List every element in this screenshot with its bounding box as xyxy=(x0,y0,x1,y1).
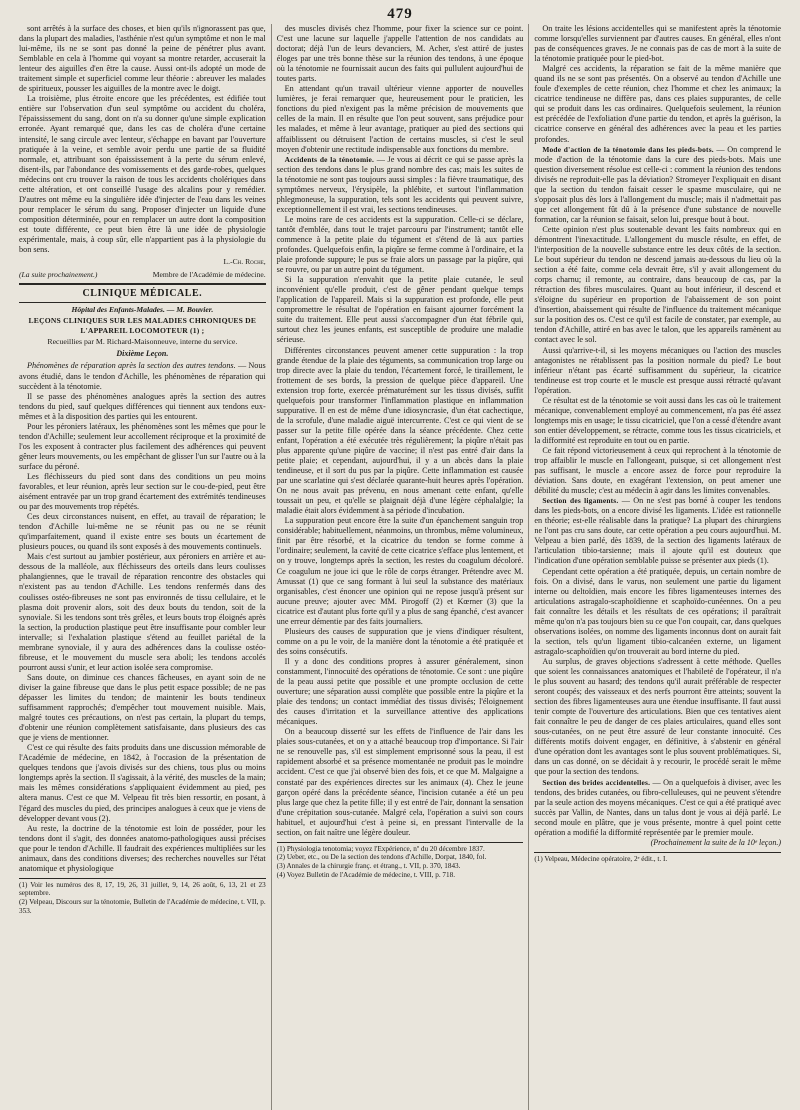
lead-paragraph xyxy=(19,361,266,391)
paragraph xyxy=(534,145,781,225)
paragraph: Il se passe des phénomènes analogues après la section des autres tendons du pied, sauf quelques différences qui tiennent aux tendons eux-mêmes et à la disposition des parties qui les entourent. xyxy=(19,391,266,421)
paragraph: Pour les péroniers latéraux, les phénomènes sont les mêmes que pour le tendon d'Achille; seulement leur accollement réciproque et la proximité de l'os les exposent à contracter plus facilement des adhérences qui peuvent gêner leurs mouvements, ou les empêchant de glisser l'un sur l'autre ou à la surface du péroné. xyxy=(19,421,266,471)
hospital-heading: Hôpital des Enfants-Malades. — M. Bouvier. xyxy=(71,305,214,315)
columns xyxy=(14,24,786,1110)
footnotes xyxy=(534,852,781,864)
column-1 xyxy=(14,24,271,1110)
paragraph-text: — On ne s'est pas borné à couper les tendons dans les pieds-bots, on a encore divisé les ligaments. L'idée est rationnelle en théorie; est-elle réalisable dans la pratique? La plupart des chirurgiens ne l'ont pas cru sans doute, car cette opération a peu cours aujourd'hui. M. Velpeau a bien parlé, dès 1839, de la section des ligaments latéraux de l'articulation tibio-tarsienne; mais il ajoute qu'il est douteux que l'indication d'une opération semblable puisse se présenter aux pieds (1). xyxy=(534,496,782,566)
paragraph: Mais c'est surtout au jambier postérieur, aux péroniers en arrière et au-dessous de la malléole, aux fléchisseurs des orteils dans leurs coulisses phalangiennes, que le travail de réparation rencontre des obstacles qui n'existent pas au tendon d'Achille. Les tendons renfermés dans des coulisses ostéo-fibreuses ne sont pas environnés de tissu cellulaire, et le plasma doit provenir alors, soit des deux bouts du tendon, soit de la synoviale. Si les tendons sont très grêles, et leurs bouts trop éloignés après la section, la production plastique peut être insuffisante pour combler leur intervalle; si l'exhalation plastique s'étend au feuillet pariétal de la membrane synoviale, il y aura des adhérences dans la coulisse ostéo-fibreuse, et le mouvement du muscle sera aboli; les tendons accolés pourront aussi s'unir, et leur action isolée sera compromise. xyxy=(19,552,266,672)
paragraph: On traite les lésions accidentelles qui se manifestent après la ténotomie comme lorsqu'elles surviennent par d'autres causes. En général, elles n'ont pas de conséquences graves. Je ne connais pas de cas de mort à la suite de la ténotomie pratiquée pour le pied-bot. xyxy=(534,24,782,64)
paragraph xyxy=(277,155,524,215)
paragraph: Différentes circonstances peuvent amener cette suppuration : la trop grande étendue de la plaie des téguments, sa communication trop large ou trop directe avec la plaie du tendon, l'écartement forcé, le tiraillement, le frottement de ses bords, la pression de quelque pièce d'appareil. Une extension trop forte, exercée prématurément sur les tissus divisés, suffit quelquefois pour transformer l'inflammation plastique en inflammation suppurative. Il en est de même d'une idiosyncrasie, d'un état cachectique, de la scrofule, d'une maladie aiguë intercurrente. C'est ce qui vient de se passer sur la petite fille opérée dans la séance précédente. Chez cette enfant, l'opération a été exécutée très régulièrement; la piqûre n'était pas plus apparente qu'une piqûre de vaccine; il n'est pas entré d'air dans la petite plaie; et cependant, aujourd'hui, il y a un abcès dans la plaie tendineuse, et il sort du pus par la piqûre. Cette inflammation est causée par une scarlatine qui s'est déclarée quarante-huit heures après l'opération. On ne nous avait pas prévenu, en nous amenant cette enfant, qu'elle toussait un peu, et qu'elle se plaignait déjà d'une légère céphalalgie; la maladie était alors évidemment à sa période d'incubation. xyxy=(276,345,524,516)
footnote: (4) Voyez Bulletin de l'Académie de médecine, t. VIII, p. 718. xyxy=(276,870,456,879)
paragraph: On a beaucoup disserté sur les effets de l'influence de l'air dans les plaies sous-cutanées, et on y a attaché beaucoup trop d'importance. Si l'air ne se renouvelle pas, s'il est simplement emprisonné sous la peau, il est rapidement absorbé et sa présence momentanée ne produit pas le moindre accident. C'est ce que j'ai observé bien des fois, et ce que M. Malgaigne a constaté par des expériences directes sur les animaux (4). Chez le jeune garçon opéré dans la précédente séance, l'incision cutanée a été un peu plus large que chez la petite fille; il y est entré de l'air, donnant la sensation d'une crépitation sous-cutanée. Malgré cela, l'opération a suivi son cours habituel, et aujourd'hui c'est à peine si, en pressant l'intervalle de la section, on fait naître une légère douleur. xyxy=(276,727,524,837)
author-title: Membre de l'Académie de médecine. xyxy=(152,270,266,280)
footnote: (1) Physiologia tenotomia; voyez l'Expérience, nº du 20 décembre 1837. xyxy=(276,844,485,853)
lead-text: — Nous avons étudié, dans le tendon d'Achille, les phénomènes de réparation qui succèdent à la ténotomie. xyxy=(19,361,266,391)
runin-heading: Accidents de la ténotomie. xyxy=(284,154,375,164)
paragraph: Ce résultat est de la ténotomie se voit aussi dans les cas où le traitement mécanique, convenablement employé au commencement, n'a pas été assez longtemps mis en usage; le tissu cicatriciel, que l'on a cessé d'étendre avant son entier développement, se rétracte, comme tous les tissus cicatriciels, et la difformité est reproduite en tout ou en partie. xyxy=(534,395,782,445)
paragraph: C'est ce qui résulte des faits produits dans une discussion mémorable de l'Académie de médecine, en 1842, à l'occasion de la présentation de quelques tendons que j'avois divisés sur des chiens, tous plus ou moins longtemps après la section. Il s'agissait, à la vérité, des muscles de la main; mais les mêmes considérations s'appliquaient évidemment au pied, pes altera manus. C'est ce que M. Velpeau fit très bien ressortir, en posant, à l'égard des muscles du pied, des principes analogues à ceux que je viens de développer devant vous (2). xyxy=(19,743,266,823)
paragraph: sont arrêtés à la surface des choses, et bien qu'ils n'ignorassent pas que, dans la plupart des maladies, l'asthénie n'est qu'un symptôme et non le mal lui-même, ils ne se sont pas donné la peine de pénétrer plus avant. Semblable en cela à l'homme qui voyant sa montre retarder, accuserait la lenteur des aiguilles d'en être la cause. Aussi ont-ils adopté un mode de traitement simple et superficiel comme leur théorie : abreuver les malades de spiritueux, pousser les aiguilles de la montre avec le doigt. xyxy=(19,24,266,94)
footnotes xyxy=(19,878,266,915)
divider xyxy=(19,283,266,285)
paragraph: Au surplus, de graves objections s'adressent à cette méthode. Quelles que soient les connaissances anatomiques et l'habileté de l'opérateur, il n'a le plus souvent au hasard; des tendons qu'il aurait préférable de respecter seront coupés; des vaisseaux et des nerfs pourront être atteints; souvent la section des fibres ligamenteuses aura une étendue insuffisante. Il faut aussi tenir compte de l'ouverture des articulations. Bien que ces tentatives aient fait connaître le peu de danger de ces plaies articulaires, quand elles sont sous-cutanées, on ne peut être assuré de leur constante innocuité. Ces différents motifs doivent engager, en définitive, à s'abstenir en général d'une opération dont les avantages sont le plus souvent problématiques. Si, dans un cas donné, on se décidait à y recourir, le procédé serait le même que pour la section des tendons. xyxy=(534,656,782,777)
paragraph: La troisième, plus étroite encore que les précédentes, est édifiée tout entière sur l'observation d'un seul symptôme ou accident du choléra, l'épaississement du sang, dont on n'a su donner qu'une simple explication erronée. Ayant remarqué que, dans les cas de choléra d'une certaine intensité, le sang circule avec lenteur, s'échappe en bavant par l'ouverture pratiquée à la veine, et semble avoir perdu une partie de sa fluidité normale, et, attribuant son épaississement à la perte du sérum enlevé, disent-ils, par l'abondance des vomissements et des garde-robes, quelques médecins ont cru trouver la raison de tous les accidents cholériques dans cette altération, et ont conseillé l'usage des alcalins pour y remédier. D'autres ont même eu la singulière idée d'injecter de l'eau dans les veines pour remplacer le sérum du sang. Proposer d'injecter un liquide d'une composition déterminée, pour en remplacer un autre dont la composition est toute différente, ce peut bien être là une idée de physiologie expérimentale, mais, à coup sûr, elle n'appartient pas à la physiologie du bon sens. xyxy=(19,94,266,255)
paragraph: Sans doute, on diminue ces chances fâcheuses, en ayant soin de ne diviser la gaine fibreuse que dans le plus petit espace possible; de ne pas dépasser les limites du tendon; de maintenir les bouts tendineux suffisamment rapprochés; d'empêcher tout mouvement nuisible. Mais, malgré toutes ces précautions, on n'est pas certain, la plupart du temps, d'obtenir une réunion complètement satisfaisante, dans plusieurs des cas que je viens de mentionner. xyxy=(19,672,266,743)
paragraph: Aussi qu'arrive-t-il, si les moyens mécaniques ou l'action des muscles antagonistes ne rétablissent pas la position normale du pied? Le bout inférieur n'étant pas écarté suffisamment du supérieur, la cicatrice tendineuse est trop courte et le muscle est presque aussi rétracté qu'avant l'opération. xyxy=(534,345,782,395)
paragraph: des muscles divisés chez l'homme, pour fixer la science sur ce point. C'est une lacune sur laquelle j'appelle l'attention de nos candidats au doctorat; déjà l'un de leurs devanciers, M. Acher, s'est attiré de justes éloges par une très bonne thèse sur la réunion des tendons, à une époque où la ténotomie ne fournissait aucun des faits qui pullulent aujourd'hui de toutes parts. xyxy=(276,24,524,84)
paragraph: Cette opinion n'est plus soutenable devant les faits nombreux qui en démontrent l'inexactitude. L'allongement du muscle résulte, en effet, de l'interposition de la nouvelle substance entre les deux côtés de la section. Le bout supérieur du tendon ne descend jamais au-dessous du lieu où la section a été faite, comme cela devrait être, s'il y avait allongement du corps charnu; il remonte, au contraire, dans beaucoup de cas, par la rétraction des fibres musculaires. Quant au bout inférieur, il descend et s'éloigne du supérieur en proportion de l'abaissement de son point d'insertion, abaissement qui résulte de l'influence du traitement mécanique sur la position des os. C'est ce qu'il est facile de constater, par exemple, au tendon d'Achille, attiré en bas avec le talon, que les appareils ramènent au contact avec le sol. xyxy=(534,224,782,345)
divider xyxy=(19,302,266,303)
signature-line xyxy=(19,270,266,280)
runin-heading: Section des ligaments. xyxy=(542,496,619,506)
paragraph: Si la suppuration n'envahit que la petite plaie cutanée, le seul inconvénient qu'elle produit, c'est de gêner pendant quelque temps l'application de l'appareil. Mais si la suppuration est profonde, elle peut compromettre le résultat de l'opération en faisant ajourner forcément la suite du traitement. Elle peut aussi s'accompagner d'un état fébrile qui, surtout chez les jeunes enfants, est susceptible de produire une maladie sérieuse. xyxy=(276,275,524,345)
paragraph: Malgré ces accidents, la réparation se fait de la même manière que quand ils ne se sont pas présentés. On a observé au tendon d'Achille une foule d'exemples de cette réunion, chez l'homme et chez les animaux; la cicatrice tendineuse ne diffère pas, dans ces plaies suppurantes, de celle qui se produit dans les cas ordinaires. Quelquefois seulement, la réunion est précédée de l'exfoliation d'une partie du tendon, et après la guérison, la cicatrice conserve en général des adhérences avec la peau et les parties profondes. xyxy=(534,64,782,144)
paragraph xyxy=(534,778,781,838)
runin-heading: Mode d'action de la ténotomie dans les pieds-bots. xyxy=(542,144,714,154)
section-title: CLINIQUE MÉDICALE. xyxy=(82,288,203,300)
footnote: (1) Velpeau, Médecine opératoire, 2ᵉ édit., t. I. xyxy=(534,854,668,863)
lead-italic: Phénomènes de réparation après la section des autres tendons. xyxy=(27,361,236,371)
continued-note: (Prochainement la suite de la 10ᵉ leçon.) xyxy=(650,837,782,847)
footnote: (2) Ueber, etc., ou De la section des tendons d'Achille, Dorpat, 1840, fol. xyxy=(276,853,487,862)
footnote: (2) Velpeau, Discours sur la ténotomie, Bulletin de l'Académie de médecine, t. VII, p. 353. xyxy=(19,898,266,915)
footnote: (1) Voir les numéros des 8, 17, 19, 26, 31 juillet, 9, 14, 26 août, 6, 13, 21 et 23 septembre. xyxy=(19,880,266,898)
paragraph: La suppuration peut encore être la suite d'un épanchement sanguin trop considérable; habituellement, néanmoins, un thrombus, même volumineux, finit par être résorbé, et la cicatrice du tendon se forme comme à l'ordinaire; seulement, la cavité de cette cicatrice s'efface plus lentement, et on y trouve, longtemps après la section, les restes du coagulum décoloré. Ce coagulum ne joue ici que le rôle de corps étranger. Prétendre avec M. Amussat (1) que ce sang formant à lui seul la substance des matériaux organisables, c'est énoncer une opinion qui ne repose jusqu'à présent sur aucune preuve; ajouter avec MM. Pirogoff (2) et Kœrner (3) que la cicatrice est d'autant plus forte qu'il y a plus de sang épanché, c'est avancer une erreur démentie par des faits journaliers. xyxy=(276,516,524,626)
paragraph: Au reste, la doctrine de la ténotomie est loin de posséder, pour les tendons dont il s'agit, des données anatomo-pathologiques aussi précises que pour le tendon d'Achille. Il faudrait des expériences multipliées sur les animaux, dans des conditions diverses; des recherches nouvelles sur l'état anatomique et physiologique xyxy=(19,823,266,873)
author-name: L.-Ch. Roche, xyxy=(223,257,266,267)
page-number: 479 xyxy=(387,6,413,22)
paragraph: Plusieurs des causes de suppuration que je viens d'indiquer résultent, comme on a pu le voir, de la manière dont la ténotomie a été pratiquée et des soins consécutifs. xyxy=(276,626,524,656)
footnote: (3) Annales de la chirurgie franç. et étrang., t. VII, p. 370, 1843. xyxy=(276,861,461,870)
signature-block xyxy=(19,257,266,267)
paragraph: Il y a donc des conditions propres à assurer généralement, sinon constamment, l'innocuité des opérations de ténotomie. Ce sont : une piqûre de la peau aussi petite que possible et une prompte occlusion de cette ouverture; une séparation aussi complète que possible entre la piqûre et la plaie des tendons; un contact immédiat des tissus divisés; l'éloignement des causes d'irritation et la surveillance attentive des applications mécaniques. xyxy=(276,656,524,727)
column-2 xyxy=(271,24,529,1110)
paragraph: Les fléchisseurs du pied sont dans des conditions un peu moins favorables, et leur réunion, après leur section sur le cou-de-pied, peut être aisément entravée par un trop grand écartement des extrémités tendineuses ou par des mouvements trop répétés. xyxy=(19,471,266,512)
paragraph-text: — On comprend le mode d'action de la ténotomie dans la cure des pieds-bots. Mais une question diversement résolue est celle-ci : comment la réunion des tendons divisés ne reproduit-elle pas la déviation? Stromeyer l'expliquait en disant que la section du tendon faisait cesser le spasme musculaire, qui ne s'opposait plus dès lors à l'allongement du muscle; mais il n'admettait pas que cet allongement fût dû à la présence d'une substance de nouvelle formation, car la réunion se faisait, selon lui, presque bout à bout. xyxy=(534,144,782,224)
paragraph: Le moins rare de ces accidents est la suppuration. Celle-ci se déclare, tantôt d'emblée, dans tout le trajet parcouru par l'instrument; tantôt elle commence à la petite plaie du tégument et s'étend de là aux parties profondes. Quelquefois enfin, la piqûre se ferme comme à l'ordinaire, et la plaie profonde suppure; le pus se fraie alors un passage par la piqûre, qui se rouvre, ou par un autre point du tégument. xyxy=(276,214,524,275)
paragraph xyxy=(534,496,781,566)
paragraph: Ces deux circonstances nuisent, en effet, au travail de réparation; le tendon d'Achille lui-même ne se réunit pas ou ne se réunit qu'imparfaitement, quand il existe entre ses bouts un écartement de plusieurs pouces, ou quand ils sont exposés à des mouvements continuels. xyxy=(19,512,266,552)
to-be-continued: (La suite prochainement.) xyxy=(19,270,98,280)
runin-heading: Section des brides accidentelles. xyxy=(542,777,651,787)
lesson-heading: Dixième Leçon. xyxy=(116,349,169,359)
paragraph: Cependant cette opération a été pratiquée, depuis, un certain nombre de fois. On a divisé, dans le varus, non seulement une partie du ligament interne ou deltoïdien, mais encore les fibres ligamenteuses internes des articulations astragalo-scaphoïdienne et scaphoïdo-cunéennes. On a peu fait connaître les détails et les résultats de ces opérations; il paraîtrait même qu'on n'a pas toujours bien su ce que l'on coupait, car, dans quelques observations isolées, on nomme des ligaments inconnus dont on aurait fait la section, tels qu'un ligament tibio-calcanéen externe, un ligament astragalo-scaphoïdien qu'on trouverait au bord interne du pied. xyxy=(534,566,782,656)
footnotes xyxy=(277,842,524,879)
paragraph: En attendant qu'un travail ultérieur vienne apporter de nouvelles lumières, je ferai remarquer que, heureusement pour le praticien, les fonctions du pied n'exigent pas la même précision de mouvements que celles de la main. Il en résulte que l'on peut souvent, sans préjudice pour les malades, et même à leur avantage, pratiquer au pied des sections qui affaiblissent ou détruisent l'action de certains muscles, si c'est le seul moyen d'obtenir une rectitude indispensable aux fonctions du membre. xyxy=(276,84,524,154)
column-3 xyxy=(528,24,786,1110)
lecture-title: LEÇONS CLINIQUES SUR LES MALADIES CHRONIQUES DE L'APPAREIL LOCOMOTEUR (1) ; xyxy=(28,316,257,336)
paragraph: Ce fait répond victorieusement à ceux qui reprochent à la ténotomie de trop affaiblir le muscle en l'allongeant, puisque, si cet allongement n'est pas suffisant, le muscle a encore assez de force pour reproduire la déviation. Sans doute, en exagérant l'extension, on peut amener une débilité du muscle; c'est au médecin à agir dans les limites convenables. xyxy=(534,445,782,496)
paragraph-text: — Je vous ai décrit ce qui se passe après la section des tendons dans le plus grand nombre des cas; mais les suites de la ténotomie ne sont pas toujours aussi simples : la fièvre traumatique, des symptômes nerveux, l'érysipèle, la phlébite, et surtout l'inflammation phlegmoneuse, la suppuration, tels sont les accidents qui peuvent suivre, exceptionnellement il est vrai, les sections tendineuses. xyxy=(276,154,524,214)
byline: Recueillies par M. Richard-Maisonneuve, interne du service. xyxy=(47,337,238,347)
paragraph-text: — On a quelquefois à diviser, avec les tendons, des brides cutanées, ou fibro-celluleuses, qui ne peuvent s'étendre par la seule action des moyens mécaniques. C'est ce qui a été pratiqué avec succès par Vallin, de Nantes, dans un talus dont je vous ai déjà parlé. Le second moule en plâtre, que je vous présente, montre à quel point cette opération a modifié la difformité représentée par le premier moule. xyxy=(534,777,782,837)
